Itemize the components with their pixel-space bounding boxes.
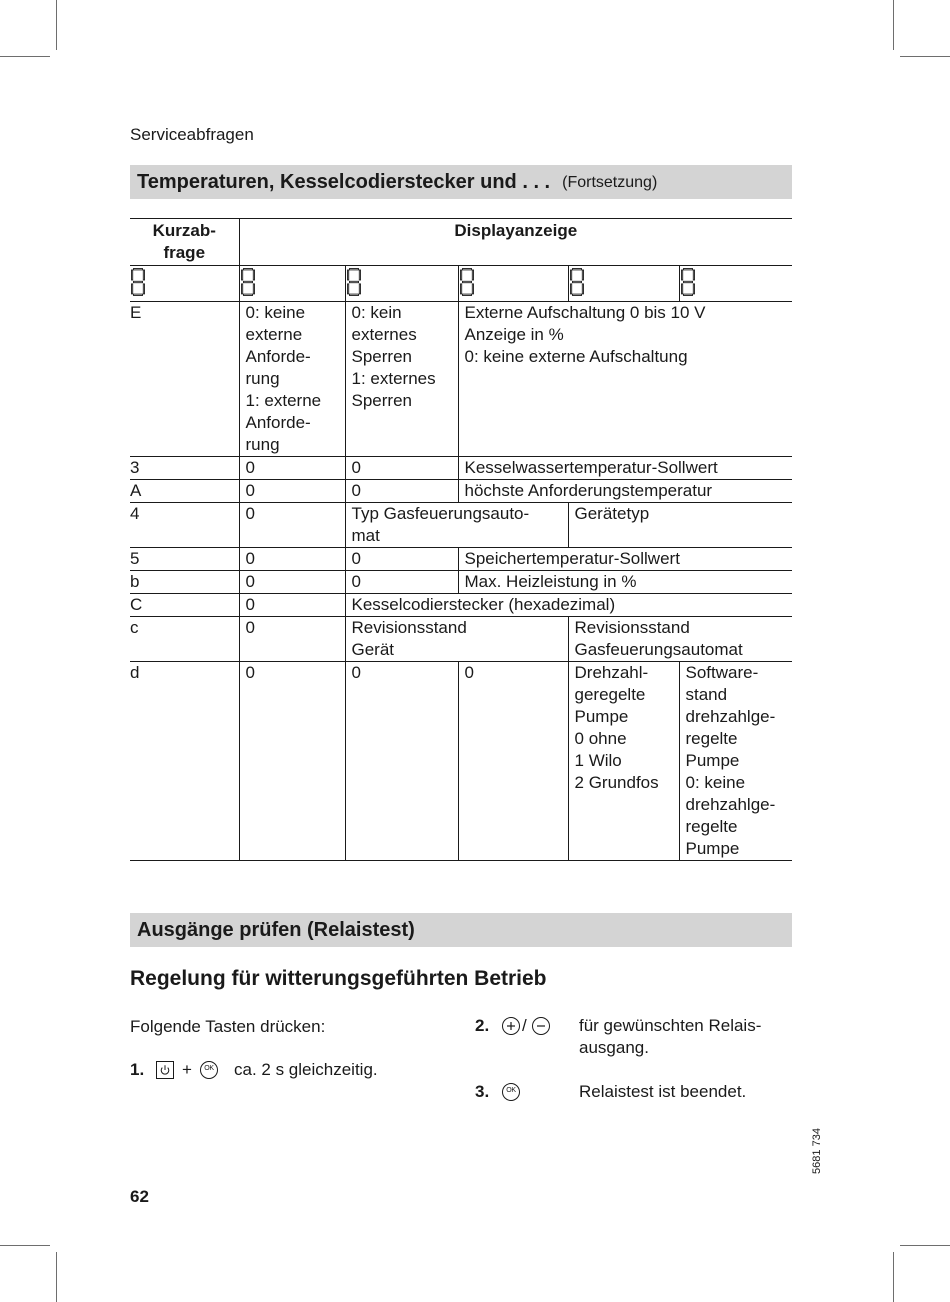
crop-mark xyxy=(893,0,894,50)
segment-digit-icon xyxy=(568,266,679,302)
query-code: 5 xyxy=(130,548,239,571)
section-label: Serviceabfragen xyxy=(130,125,254,144)
table-cell: 0 xyxy=(239,571,345,594)
crop-mark xyxy=(900,56,950,57)
segment-digit-icon xyxy=(345,266,458,302)
crop-mark xyxy=(900,1245,950,1246)
segment-digit-icon xyxy=(679,266,792,302)
pump-label: ohne xyxy=(588,729,627,748)
table-cell: 0 xyxy=(239,662,345,861)
pump-option xyxy=(575,728,679,750)
segment-digit-icon xyxy=(130,266,239,302)
table-header-row xyxy=(130,219,792,266)
table-row xyxy=(130,571,792,594)
table-row xyxy=(130,480,792,503)
table-cell: 0 xyxy=(345,457,458,480)
pump-option xyxy=(575,772,679,794)
query-code: A xyxy=(130,480,239,503)
query-code: b xyxy=(130,571,239,594)
table-cell: Revisionsstand Gerät xyxy=(345,617,568,662)
step-number: 2. xyxy=(475,1016,490,1035)
query-code: d xyxy=(130,662,239,861)
segment-digit-icon xyxy=(239,266,345,302)
query-code: E xyxy=(130,302,239,457)
table-row xyxy=(130,302,792,457)
segment-digit-icon xyxy=(458,266,568,302)
table-cell-pump-type xyxy=(568,662,679,861)
table-cell: Typ Gasfeuerungsauto- mat xyxy=(345,503,568,548)
table-row xyxy=(130,457,792,480)
instructions-intro: Folgende Tasten drücken: xyxy=(130,1017,326,1036)
table-row xyxy=(130,503,792,548)
step-text: ca. 2 s gleichzeitig. xyxy=(234,1060,378,1079)
step-number: 1. xyxy=(130,1060,145,1079)
pump-code: 0 xyxy=(574,729,584,748)
pump-label: Wilo xyxy=(588,751,622,770)
step-number: 3. xyxy=(475,1082,490,1101)
ok-key-label: OK xyxy=(506,1087,516,1094)
section-title: Temperaturen, Kesselcodierstecker und . . . xyxy=(137,170,551,193)
minus-key-icon xyxy=(532,1017,550,1035)
column-header-query: Kurzab- frage xyxy=(130,219,239,266)
query-code: 3 xyxy=(130,457,239,480)
power-key-icon xyxy=(156,1061,174,1079)
segment-digit-row xyxy=(130,266,792,302)
pump-label: Grundfos xyxy=(588,773,659,792)
table-cell: Kesselcodierstecker (hexadezimal) xyxy=(345,594,792,617)
crop-mark xyxy=(893,1252,894,1302)
table-row xyxy=(130,548,792,571)
step-text: Relaistest ist beendet. xyxy=(579,1082,747,1101)
table-cell: Max. Heizleistung in % xyxy=(458,571,792,594)
crop-mark xyxy=(0,1245,50,1246)
ok-key-icon xyxy=(502,1083,520,1101)
table-cell: 0 xyxy=(458,662,568,861)
crop-mark xyxy=(56,1252,57,1302)
pump-option xyxy=(575,750,679,772)
plus-sign: + xyxy=(182,1060,192,1079)
document-number: 5681 734 xyxy=(810,1128,823,1174)
pump-code: 2 xyxy=(574,773,584,792)
table-cell: 0 xyxy=(345,548,458,571)
ok-key-label: OK xyxy=(204,1065,214,1072)
table-cell: 0 xyxy=(239,503,345,548)
column-header-display: Displayanzeige xyxy=(239,219,792,266)
query-code: C xyxy=(130,594,239,617)
step-text: für gewünschten Relais- ausgang. xyxy=(579,1016,762,1057)
section-title-band xyxy=(130,165,792,199)
plus-key-icon xyxy=(502,1017,520,1035)
table-cell: 0 xyxy=(345,662,458,861)
ok-key-icon xyxy=(200,1061,218,1079)
crop-mark xyxy=(0,56,50,57)
section-title: Ausgänge prüfen (Relaistest) xyxy=(137,918,415,941)
table-cell: Kesselwassertemperatur-Sollwert xyxy=(458,457,792,480)
table-cell: 0 xyxy=(239,457,345,480)
table-cell-text: Drehzahl- geregelte Pumpe xyxy=(574,663,649,726)
crop-mark xyxy=(56,0,57,50)
table-cell: 0 xyxy=(239,480,345,503)
service-query-table xyxy=(130,218,792,861)
query-code: c xyxy=(130,617,239,662)
section-title-band xyxy=(130,913,792,947)
table-cell: Speichertemperatur-Sollwert xyxy=(458,548,792,571)
table-cell: 0 xyxy=(345,571,458,594)
table-cell: 0 xyxy=(345,480,458,503)
section-title-suffix: (Fortsetzung) xyxy=(562,174,658,191)
table-row xyxy=(130,662,792,861)
table-cell: 0 xyxy=(239,594,345,617)
page-number: 62 xyxy=(130,1187,149,1206)
query-code: 4 xyxy=(130,503,239,548)
table-cell: 0 xyxy=(239,617,345,662)
table-row xyxy=(130,617,792,662)
table-row xyxy=(130,594,792,617)
table-cell: Software- stand drehzahlge- regelte Pumpe 0: keine drehzahlge- regelte Pumpe xyxy=(679,662,792,861)
table-cell: Externe Aufschaltung 0 bis 10 V Anzeige in % 0: keine externe Aufschaltung xyxy=(458,302,792,457)
table-cell: 0: keine externe Anforde- rung 1: externe Anforde- rung xyxy=(239,302,345,457)
table-cell: Revisionsstand Gasfeuerungsautomat xyxy=(568,617,792,662)
table-cell: Gerätetyp xyxy=(568,503,792,548)
table-cell: höchste Anforderungstemperatur xyxy=(458,480,792,503)
slash-sign: / xyxy=(522,1016,527,1035)
pump-code: 1 xyxy=(574,751,584,770)
subheading: Regelung für witterungsgeführten Betrieb xyxy=(130,967,547,990)
table-cell: 0: kein externes Sperren 1: externes Sperren xyxy=(345,302,458,457)
table-cell: 0 xyxy=(239,548,345,571)
